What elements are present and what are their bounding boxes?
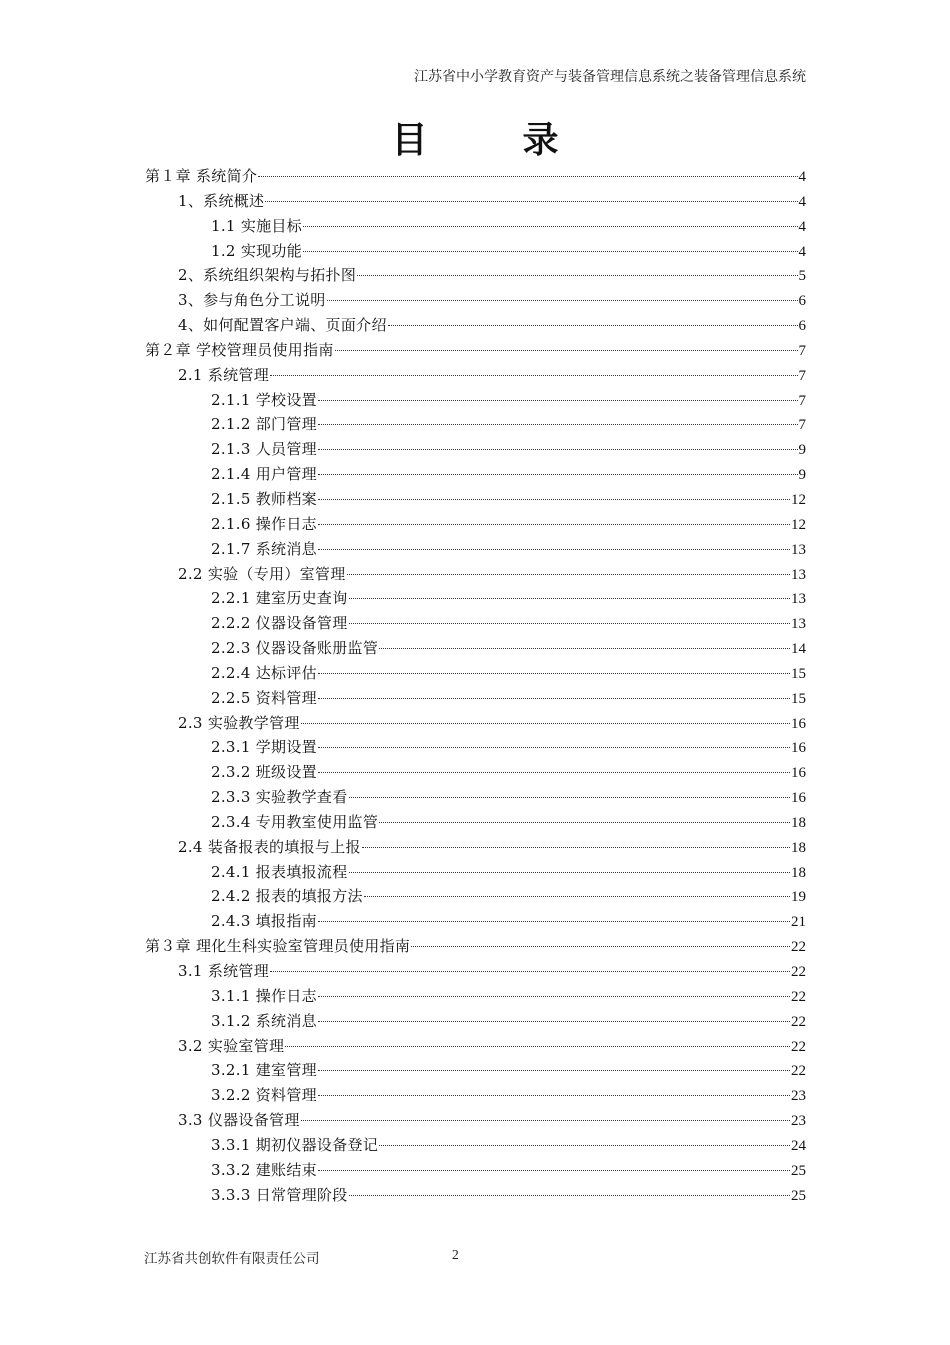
dot-leader bbox=[349, 1195, 790, 1196]
toc-entry-label: 2.2.2 仪器设备管理 bbox=[211, 614, 348, 633]
toc-entry[interactable] bbox=[145, 1009, 806, 1034]
toc-entry[interactable] bbox=[145, 1034, 806, 1059]
toc-entry-page-number: 19 bbox=[791, 889, 806, 906]
dot-leader bbox=[364, 896, 790, 897]
toc-entry-label: 3.3.1 期初仪器设备登记 bbox=[211, 1135, 379, 1154]
toc-entry-page-number: 23 bbox=[791, 1113, 806, 1130]
toc-entry-page-number: 18 bbox=[791, 839, 806, 856]
toc-entry-page-number: 24 bbox=[791, 1137, 806, 1154]
toc-entry-page-number: 18 bbox=[791, 814, 806, 831]
dot-leader bbox=[318, 772, 790, 773]
dot-leader bbox=[318, 1095, 790, 1096]
toc-entry[interactable] bbox=[145, 909, 806, 934]
header-rule bbox=[144, 90, 806, 91]
toc-entry-page-number: 22 bbox=[791, 1013, 806, 1030]
toc-entry-label: 2.4.1 报表填报流程 bbox=[211, 862, 348, 881]
toc-entry-label: 3.3.2 建账结束 bbox=[211, 1160, 317, 1179]
toc-entry[interactable] bbox=[145, 512, 806, 537]
toc-entry[interactable] bbox=[145, 611, 806, 636]
toc-entry[interactable] bbox=[145, 537, 806, 562]
toc-entry-page-number: 25 bbox=[791, 1187, 806, 1204]
toc-entry-label: 3.3.3 日常管理阶段 bbox=[211, 1185, 348, 1204]
toc-entry-label: 2.1.6 操作日志 bbox=[211, 514, 317, 533]
toc-entry[interactable] bbox=[145, 263, 806, 288]
toc-entry-label: 2.1.1 学校设置 bbox=[211, 390, 317, 409]
toc-entry[interactable] bbox=[145, 214, 806, 239]
toc-entry-page-number: 15 bbox=[791, 665, 806, 682]
toc-entry-page-number: 23 bbox=[791, 1088, 806, 1105]
dot-leader bbox=[349, 598, 790, 599]
dot-leader bbox=[301, 723, 790, 724]
toc-entry[interactable] bbox=[145, 313, 806, 338]
dot-leader bbox=[270, 375, 797, 376]
dot-leader bbox=[379, 648, 790, 649]
toc-title: 目录 bbox=[391, 119, 654, 161]
toc-entry-page-number: 13 bbox=[791, 566, 806, 583]
toc-entry[interactable] bbox=[145, 288, 806, 313]
dot-leader bbox=[318, 921, 790, 922]
toc-entry-page-number: 13 bbox=[791, 541, 806, 558]
dot-leader bbox=[349, 872, 790, 873]
running-header: 江苏省中小学教育资产与装备管理信息系统之装备管理信息系统 bbox=[414, 69, 806, 85]
toc-entry[interactable] bbox=[145, 164, 806, 189]
dot-leader bbox=[318, 499, 790, 500]
dot-leader bbox=[318, 524, 790, 525]
toc-entry-label: 2.3 实验教学管理 bbox=[178, 713, 300, 732]
toc-entry-label: 2.4.3 填报指南 bbox=[211, 912, 317, 931]
toc-entry[interactable] bbox=[145, 412, 806, 437]
dot-leader bbox=[318, 673, 790, 674]
toc-entry-label: 3.2.2 资料管理 bbox=[211, 1086, 317, 1105]
toc-entry-page-number: 7 bbox=[798, 367, 806, 384]
toc-entry[interactable] bbox=[145, 462, 806, 487]
toc-entry-page-number: 16 bbox=[791, 765, 806, 782]
toc-entry-page-number: 7 bbox=[798, 417, 806, 434]
toc-entry-label: 2.1.2 部门管理 bbox=[211, 415, 317, 434]
table-of-contents bbox=[145, 164, 806, 1207]
toc-entry[interactable] bbox=[145, 1058, 806, 1083]
toc-entry[interactable] bbox=[145, 711, 806, 736]
toc-entry-label: 3.1.2 系统消息 bbox=[211, 1011, 317, 1030]
toc-entry[interactable] bbox=[145, 1183, 806, 1208]
toc-entry-label: 2.2.5 资料管理 bbox=[211, 688, 317, 707]
toc-entry[interactable] bbox=[145, 1083, 806, 1108]
dot-leader bbox=[388, 325, 798, 326]
toc-entry-label: 2.3.2 班级设置 bbox=[211, 763, 317, 782]
dot-leader bbox=[301, 1120, 790, 1121]
dot-leader bbox=[357, 275, 797, 276]
toc-entry[interactable] bbox=[145, 363, 806, 388]
toc-entry-label: 2.3.4 专用教室使用监管 bbox=[211, 812, 379, 831]
toc-entry-label: 1、系统概述 bbox=[178, 191, 265, 210]
toc-entry[interactable] bbox=[145, 760, 806, 785]
toc-entry[interactable] bbox=[145, 636, 806, 661]
toc-entry-page-number: 12 bbox=[791, 516, 806, 533]
toc-entry-page-number: 16 bbox=[791, 715, 806, 732]
dot-leader bbox=[318, 549, 790, 550]
toc-entry-page-number: 16 bbox=[791, 790, 806, 807]
toc-entry-label: 2.1.5 教师档案 bbox=[211, 489, 317, 508]
dot-leader bbox=[318, 1070, 790, 1071]
toc-entry[interactable] bbox=[145, 934, 806, 959]
toc-entry-label: 2.2.4 达标评估 bbox=[211, 663, 317, 682]
toc-entry-label: 2.1.7 系统消息 bbox=[211, 539, 317, 558]
footer-page-number: 2 bbox=[452, 1247, 459, 1262]
toc-entry-label: 2.2 实验（专用）室管理 bbox=[178, 564, 346, 583]
toc-entry-label: 第３章 理化生科实验室管理员使用指南 bbox=[145, 937, 411, 956]
dot-leader bbox=[318, 1170, 790, 1171]
toc-entry-page-number: 7 bbox=[798, 342, 806, 359]
toc-entry-page-number: 18 bbox=[791, 864, 806, 881]
toc-entry-page-number: 7 bbox=[798, 392, 806, 409]
toc-entry[interactable] bbox=[145, 586, 806, 611]
toc-entry[interactable] bbox=[145, 884, 806, 909]
toc-entry[interactable] bbox=[145, 437, 806, 462]
dot-leader bbox=[318, 747, 790, 748]
toc-entry-page-number: 4 bbox=[798, 218, 806, 235]
toc-entry[interactable] bbox=[145, 810, 806, 835]
footer-company: 江苏省共创软件有限责任公司 bbox=[144, 1251, 320, 1267]
toc-entry-page-number: 22 bbox=[791, 1038, 806, 1055]
toc-entry[interactable] bbox=[145, 388, 806, 413]
toc-entry-page-number: 15 bbox=[791, 690, 806, 707]
toc-entry[interactable] bbox=[145, 860, 806, 885]
dot-leader bbox=[349, 797, 790, 798]
toc-entry[interactable] bbox=[145, 785, 806, 810]
toc-entry-page-number: 9 bbox=[798, 442, 806, 459]
toc-entry-label: 2.1.3 人员管理 bbox=[211, 440, 317, 459]
toc-entry[interactable] bbox=[145, 835, 806, 860]
dot-leader bbox=[258, 176, 797, 177]
toc-entry[interactable] bbox=[145, 959, 806, 984]
toc-entry-page-number: 5 bbox=[798, 268, 806, 285]
toc-entry-label: 2.1 系统管理 bbox=[178, 365, 270, 384]
toc-entry-label: 2.4.2 报表的填报方法 bbox=[211, 887, 363, 906]
dot-leader bbox=[318, 474, 798, 475]
toc-entry[interactable] bbox=[145, 239, 806, 264]
toc-entry-page-number: 21 bbox=[791, 914, 806, 931]
dot-leader bbox=[318, 996, 790, 997]
toc-entry-page-number: 22 bbox=[791, 964, 806, 980]
toc-entry-label: 4、如何配置客户端、页面介绍 bbox=[178, 316, 387, 335]
dot-leader bbox=[379, 822, 790, 823]
toc-entry[interactable] bbox=[145, 189, 806, 214]
toc-entry-label: 3.2.1 建室管理 bbox=[211, 1061, 317, 1080]
dot-leader bbox=[318, 400, 798, 401]
dot-leader bbox=[318, 1021, 790, 1022]
dot-leader bbox=[265, 201, 797, 202]
toc-entry[interactable] bbox=[145, 487, 806, 512]
toc-entry[interactable] bbox=[145, 338, 806, 363]
dot-leader bbox=[285, 1046, 790, 1047]
toc-entry-label: 3、参与角色分工说明 bbox=[178, 291, 326, 310]
toc-entry-page-number: 6 bbox=[798, 293, 806, 310]
toc-entry-label: 第１章 系统简介 bbox=[145, 167, 258, 185]
dot-leader bbox=[318, 449, 798, 450]
toc-entry-label: 2.3.1 学期设置 bbox=[211, 738, 317, 757]
dot-leader bbox=[270, 971, 790, 972]
dot-leader bbox=[349, 623, 790, 624]
toc-entry-page-number: 4 bbox=[798, 193, 806, 210]
toc-entry[interactable] bbox=[145, 1158, 806, 1183]
toc-entry-label: 2.2.1 建室历史查询 bbox=[211, 589, 348, 608]
toc-entry-page-number: 4 bbox=[798, 169, 806, 185]
toc-entry-label: 2、系统组织架构与拓扑图 bbox=[178, 266, 357, 285]
toc-entry[interactable] bbox=[145, 661, 806, 686]
dot-leader bbox=[335, 350, 798, 351]
toc-entry-page-number: 25 bbox=[791, 1162, 806, 1179]
dot-leader bbox=[327, 300, 798, 301]
toc-entry-page-number: 22 bbox=[791, 988, 806, 1005]
dot-leader bbox=[318, 698, 790, 699]
dot-leader bbox=[411, 946, 790, 947]
toc-entry-page-number: 16 bbox=[791, 740, 806, 757]
toc-entry[interactable] bbox=[145, 735, 806, 760]
toc-entry-label: 3.2 实验室管理 bbox=[178, 1036, 285, 1055]
toc-entry-label: 第２章 学校管理员使用指南 bbox=[145, 340, 334, 359]
dot-leader bbox=[303, 226, 797, 227]
toc-entry-label: 3.1 系统管理 bbox=[178, 962, 270, 980]
toc-entry[interactable] bbox=[145, 1133, 806, 1158]
toc-entry-page-number: 13 bbox=[791, 616, 806, 633]
toc-entry[interactable] bbox=[145, 562, 806, 587]
toc-entry-label: 3.3 仪器设备管理 bbox=[178, 1111, 300, 1130]
toc-entry-page-number: 22 bbox=[791, 1063, 806, 1080]
toc-entry-page-number: 14 bbox=[791, 641, 806, 658]
dot-leader bbox=[379, 1145, 790, 1146]
dot-leader bbox=[318, 424, 798, 425]
toc-entry[interactable] bbox=[145, 984, 806, 1009]
toc-entry-page-number: 13 bbox=[791, 591, 806, 608]
toc-entry-page-number: 6 bbox=[798, 318, 806, 335]
toc-entry-page-number: 9 bbox=[798, 467, 806, 484]
toc-entry-label: 2.2.3 仪器设备账册监管 bbox=[211, 639, 379, 658]
toc-entry[interactable] bbox=[145, 686, 806, 711]
toc-entry-label: 3.1.1 操作日志 bbox=[211, 986, 317, 1005]
toc-entry-label: 1.1 实施目标 bbox=[211, 216, 303, 235]
toc-entry-label: 2.4 装备报表的填报与上报 bbox=[178, 837, 361, 856]
toc-entry-page-number: 22 bbox=[791, 939, 806, 956]
toc-entry-label: 2.3.3 实验教学查看 bbox=[211, 788, 348, 807]
toc-entry[interactable] bbox=[145, 1108, 806, 1133]
toc-entry-page-number: 4 bbox=[798, 243, 806, 260]
toc-entry-label: 1.2 实现功能 bbox=[211, 241, 303, 260]
dot-leader bbox=[303, 251, 797, 252]
dot-leader bbox=[362, 847, 790, 848]
toc-entry-label: 2.1.4 用户管理 bbox=[211, 465, 317, 484]
dot-leader bbox=[347, 574, 790, 575]
toc-entry-page-number: 12 bbox=[791, 491, 806, 508]
